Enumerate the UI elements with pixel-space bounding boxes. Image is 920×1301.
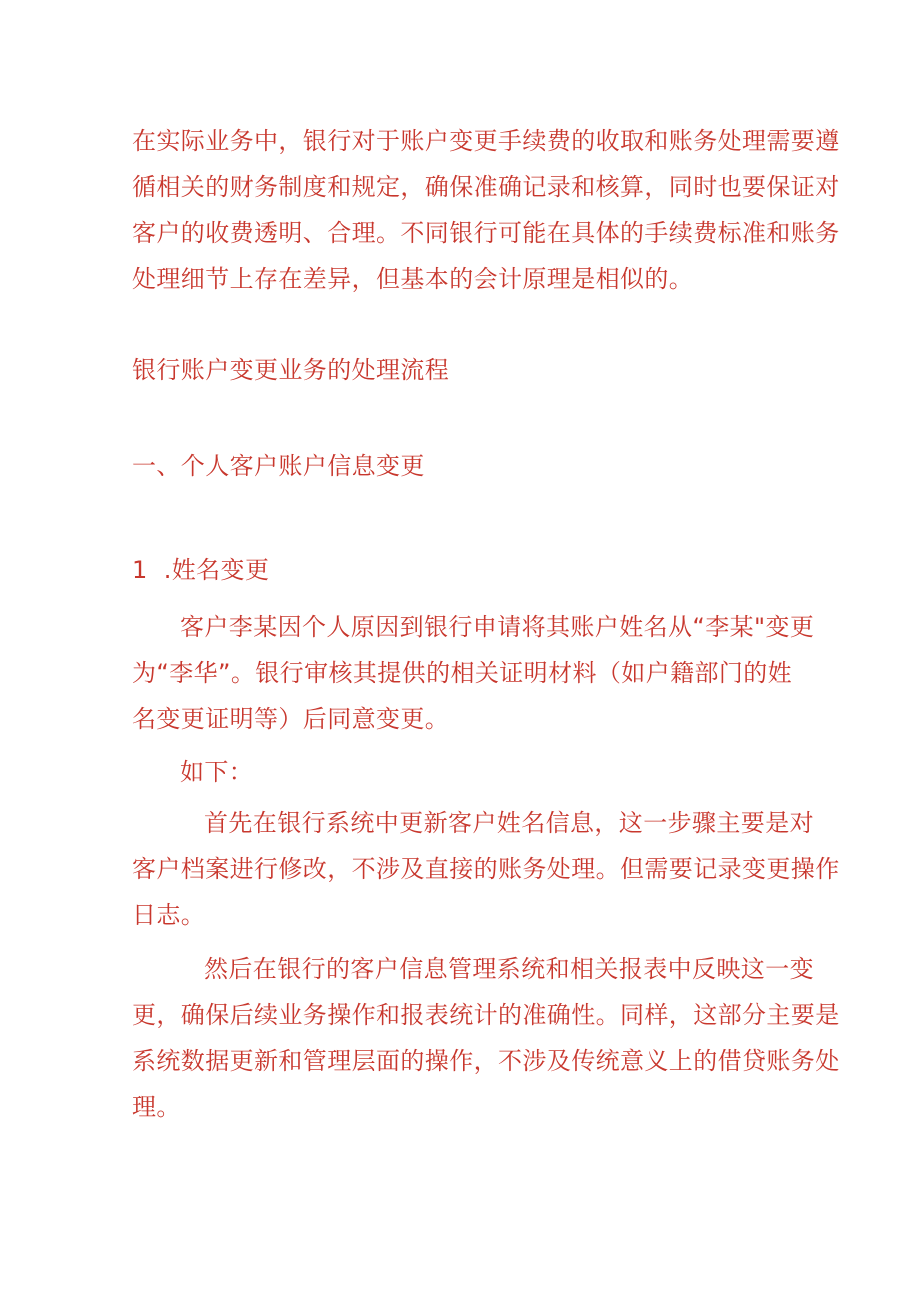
as-follows-label: 如下： bbox=[180, 758, 254, 786]
step1-paragraph bbox=[132, 800, 840, 938]
paragraph-line: 然后在银行的客户信息管理系统和相关报表中反映这一变 bbox=[204, 955, 814, 983]
step2-paragraph bbox=[132, 946, 840, 1130]
paragraph-line: 在实际业务中，银行对于账户变更手续费的收取和账务处理需要遵 bbox=[132, 127, 840, 155]
case-paragraph bbox=[132, 604, 815, 742]
paragraph-line: 客户的收费透明、合理。不同银行可能在具体的手续费标准和账务 bbox=[132, 219, 840, 247]
paragraph-line: 理。 bbox=[132, 1093, 181, 1121]
process-heading: 银行账户变更业务的处理流程 bbox=[132, 356, 450, 384]
paragraph-line: 名变更证明等）后同意变更。 bbox=[132, 705, 450, 733]
paragraph-line: 更，确保后续业务操作和报表统计的准确性。同样，这部分主要是 bbox=[132, 1001, 840, 1029]
paragraph-line: 处理细节上存在差异，但基本的会计原理是相似的。 bbox=[132, 265, 694, 293]
paragraph-line: 系统数据更新和管理层面的操作，不涉及传统意义上的借贷账务处 bbox=[132, 1047, 840, 1075]
paragraph-line: 客户档案进行修改，不涉及直接的账务处理。但需要记录变更操作 bbox=[132, 855, 840, 883]
intro-paragraph bbox=[132, 118, 840, 302]
paragraph-line: 首先在银行系统中更新客户姓名信息，这一步骤主要是对 bbox=[204, 809, 814, 837]
item-heading: 1 .姓名变更 bbox=[132, 556, 270, 584]
paragraph-line: 循相关的财务制度和规定，确保准确记录和核算，同时也要保证对 bbox=[132, 173, 840, 201]
section-heading: 一、个人客户账户信息变更 bbox=[132, 452, 425, 480]
paragraph-line: 为“李华”。银行审核其提供的相关证明材料（如户籍部门的姓 bbox=[132, 659, 793, 687]
paragraph-line: 客户李某因个人原因到银行申请将其账户姓名从“李某"变更 bbox=[180, 613, 815, 641]
paragraph-line: 日志。 bbox=[132, 901, 206, 929]
